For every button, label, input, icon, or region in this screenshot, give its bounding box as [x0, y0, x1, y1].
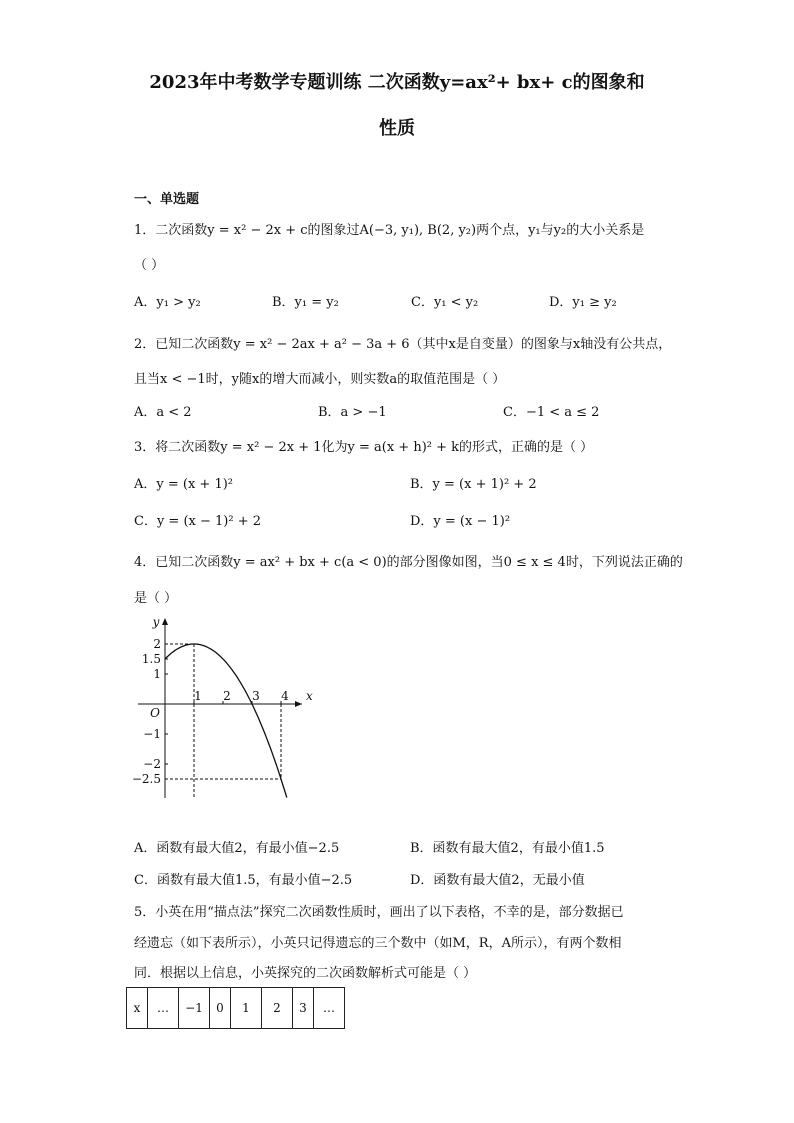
page-title-cont: 性质	[379, 118, 415, 139]
table-cell: 1	[231, 988, 262, 1029]
q1-option-d[interactable]: D．y₁ ≥ y₂	[549, 295, 617, 310]
question-3-text: 3．将二次函数y = x² − 2x + 1化为y = a(x + h)² + k的形式，正确的是（ ）	[134, 440, 594, 455]
y-tick-label: −2	[143, 757, 161, 771]
y-tick-label: 2	[153, 637, 161, 651]
parabola-graph	[130, 612, 320, 802]
question-1-paren: （ ）	[134, 258, 165, 273]
q3-option-c[interactable]: C．y = (x − 1)² + 2	[134, 514, 261, 529]
table-cell: 2	[262, 988, 293, 1029]
q4-option-a[interactable]: A．函数有最大值2，有最小值−2.5	[134, 841, 340, 856]
table-cell: …	[314, 988, 345, 1029]
question-1-text: 1．二次函数y = x² − 2x + c的图象过A(−3, y₁), B(2, y₂)两个点，y₁与y₂的大小关系是	[134, 223, 645, 238]
y-tick-label: 1	[153, 667, 161, 681]
table-cell: x	[127, 988, 148, 1029]
y-tick-label: −1	[143, 727, 161, 741]
x-tick-label: 1	[194, 689, 202, 703]
q1-option-b[interactable]: B．y₁ = y₂	[272, 295, 339, 310]
value-table	[126, 987, 345, 1029]
q2-option-c[interactable]: C．−1 < a ≤ 2	[503, 405, 600, 420]
q1-option-a[interactable]: A．y₁ > y₂	[134, 295, 201, 310]
section-heading: 一、单选题	[134, 192, 200, 207]
table-row	[127, 988, 345, 1029]
page-title: 2023年中考数学专题训练 二次函数y=ax²+ bx+ c的图象和	[149, 72, 645, 93]
q3-option-a[interactable]: A．y = (x + 1)²	[134, 477, 234, 492]
x-tick-label: 4	[281, 689, 289, 703]
q1-option-c[interactable]: C．y₁ < y₂	[411, 295, 479, 310]
y-axis-arrow	[162, 618, 168, 625]
table-cell: 0	[210, 988, 231, 1029]
y-tick-label: 1.5	[141, 652, 161, 666]
table-cell: …	[148, 988, 179, 1029]
x-axis-arrow	[295, 701, 302, 707]
x-tick-label: 3	[252, 689, 260, 703]
y-tick-label: −2.5	[131, 772, 161, 786]
question-2-line2: 且当x < −1时，y随x的增大而减小，则实数a的取值范围是（ ）	[134, 372, 506, 387]
q3-option-d[interactable]: D．y = (x − 1)²	[410, 514, 511, 529]
q4-option-d[interactable]: D．函数有最大值2，无最小值	[410, 873, 585, 888]
x-axis-label: x	[306, 689, 313, 703]
parabola-curve	[165, 644, 287, 798]
table-cell: −1	[179, 988, 210, 1029]
question-5-line1: 5．小英在用“描点法”探究二次函数性质时，画出了以下表格，不幸的是，部分数据已	[134, 905, 624, 920]
q3-option-b[interactable]: B．y = (x + 1)² + 2	[410, 477, 537, 492]
table-cell: 3	[293, 988, 314, 1029]
question-5-line2: 经遗忘（如下表所示），小英只记得遗忘的三个数中（如M，R，A所示），有两个数相	[134, 936, 622, 951]
x-tick-label: 2	[223, 689, 231, 703]
q4-option-b[interactable]: B．函数有最大值2，有最小值1.5	[410, 841, 605, 856]
q4-option-c[interactable]: C．函数有最大值1.5，有最小值−2.5	[134, 873, 353, 888]
question-4-line1: 4．已知二次函数y = ax² + bx + c(a < 0)的部分图像如图，当0 ≤ x ≤ 4时，下列说法正确的	[134, 555, 683, 570]
q2-option-b[interactable]: B．a > −1	[318, 405, 387, 420]
question-2-line1: 2．已知二次函数y = x² − 2ax + a² − 3a + 6（其中x是自变量）的图象与x轴没有公共点，	[134, 337, 672, 352]
question-5-line3: 同．根据以上信息，小英探究的二次函数解析式可能是（ ）	[134, 966, 477, 981]
y-axis-label: y	[152, 615, 160, 629]
q2-option-a[interactable]: A．a < 2	[134, 405, 192, 420]
origin-label: O	[150, 706, 160, 720]
question-4-line2: 是（ ）	[134, 591, 178, 606]
